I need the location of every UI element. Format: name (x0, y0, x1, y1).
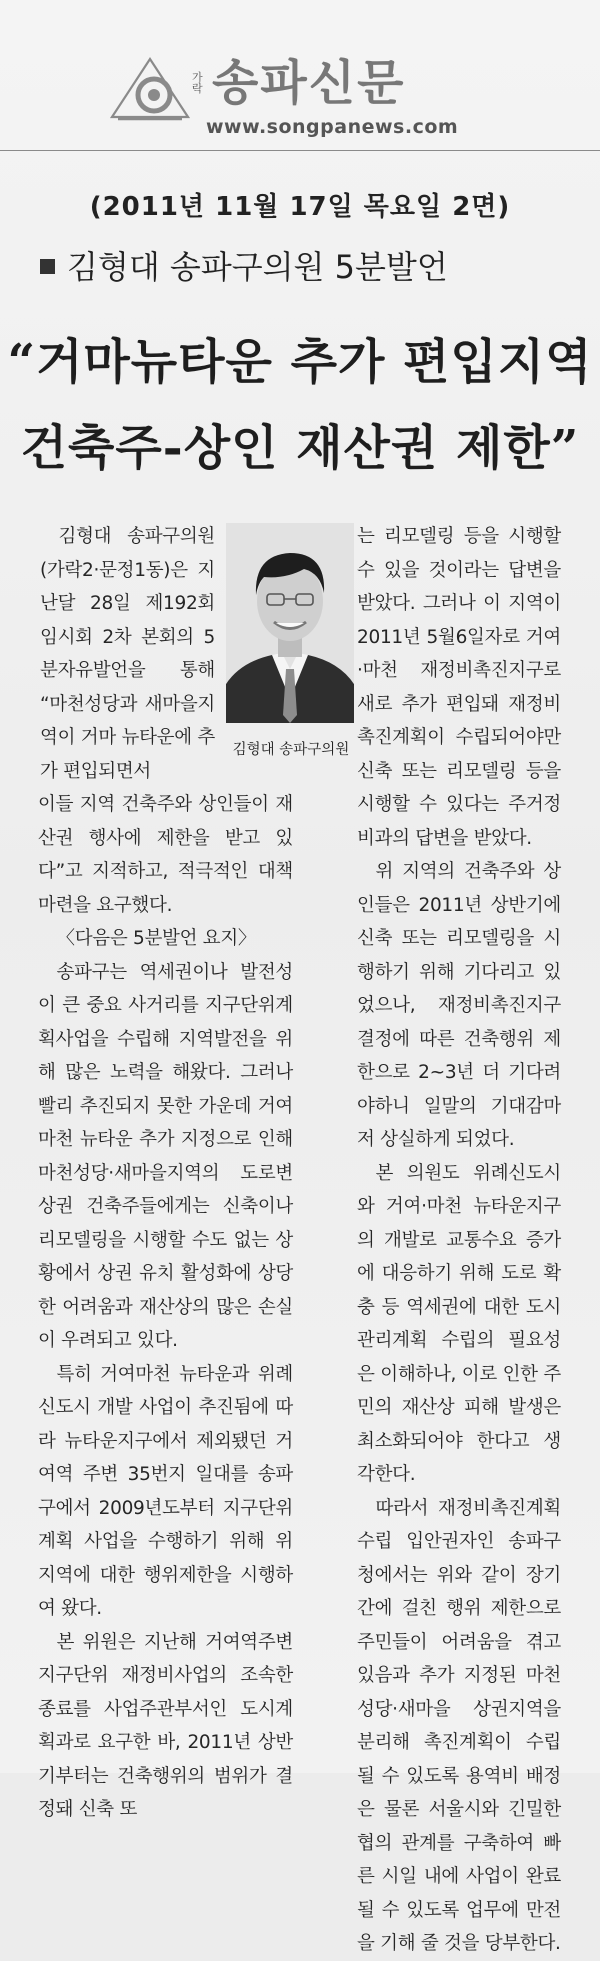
square-bullet-icon (40, 259, 55, 274)
logo-mark-icon (110, 55, 190, 125)
masthead-divider (0, 150, 600, 151)
paragraph: 는 리모델링 등을 시행할 수 있을 것이라는 답변을 받았다. 그러나 이 지역이 2011년 5월6일자로 거여·마천 재정비촉진지구로 새로 추가 편입돼 재정비촉진계획이 수립되어야만 신축 또는 리모델링 등을 시행할 수 있다는 주거정비과의 답변을 받았다. (357, 526, 561, 849)
logo-subtitle: 가락 (192, 71, 203, 95)
paragraph: 위 지역의 건축주와 상인들은 2011년 상반기에 신축 또는 리모델링을 시행하기 위해 기다리고 있었으나, 재정비촉진지구 결정에 따른 건축행위 제한으로 2~3년 더 기다려야하니 일말의 기대감마저 상실하게 되었다. (357, 861, 561, 1150)
portrait-image (226, 523, 354, 723)
paragraph: 이들 지역 건축주와 상인들이 재산권 행사에 제한을 받고 있다”고 지적하고, 적극적인 대책 마련을 요구했다. (38, 794, 293, 916)
paragraph: 송파구는 역세권이나 발전성이 큰 중요 사거리를 지구단위계획사업을 수립해 지역발전을 위해 많은 노력을 해왔다. 그러나 빨리 추진되지 못한 가운데 거여마천 뉴타운 추가 지정으로 인해 마천성당·새마을지역의 도로변 상권 건축주들에게는 신축이나 리모델링을 시행할 수도 없는 상황에서 상권 유치 활성화에 상당한 어려움과 재산상의 많은 손실이 우려되고 있다. (38, 961, 293, 1351)
paragraph: 김형대 송파구의원(가락2·문정1동)은 지난달 28일 제192회 임시회 2차 본회의 5분자유발언을 통해 “마천성당과 새마을지역이 거마 뉴타운에 추가 편입되면서 (40, 526, 215, 782)
headline-line-1: “거마뉴타운 추가 편입지역 (7, 334, 593, 390)
photo-caption: 김형대 송파구의원 (232, 742, 350, 758)
newspaper-url: www.songpanews.com (206, 116, 459, 138)
masthead (0, 0, 600, 150)
kicker-text: 김형대 송파구의원 5분발언 (67, 248, 448, 286)
paragraph-summary-heading: 〈다음은 5분발언 요지〉 (56, 928, 257, 949)
kicker (40, 242, 448, 288)
portrait-photo (226, 523, 354, 728)
article-column-left-top (40, 520, 215, 788)
paragraph: 따라서 재정비촉진계획 수립 입안권자인 송파구청에서는 위와 같이 장기간에 걸친 행위 제한으로 주민들이 어려움을 겪고 있음과 추가 지정된 마천성당·새마을 상권지역을 분리해 촉진계획이 수립될 수 있도록 용역비 배정은 물론 서울시와 긴밀한 협의 관계를 구축하여 빠른 시일 내에 사업이 완료될 수 있도록 업무에 만전을 기해 줄 것을 당부한다. (357, 1497, 561, 1954)
dateline: (2011년 11월 17일 목요일 2면) (89, 192, 511, 222)
headline-line-2: 건축주-상인 재산권 제한” (20, 420, 580, 476)
paragraph: 본 위원은 지난해 거여역주변 지구단위 재정비사업의 조속한 종료를 사업주관부서인 도시계획과로 요구한 바, 2011년 상반기부터는 건축행위의 범위가 결정돼 신축 또 (38, 1631, 293, 1820)
newspaper-logo: 송파신문 (212, 55, 406, 111)
person-portrait-icon (226, 523, 354, 723)
paragraph: 특히 거여마천 뉴타운과 위례신도시 개발 사업이 추진됨에 따라 뉴타운지구에서 제외됐던 거여역 주변 35번지 일대를 송파구에서 2009년도부터 지구단위계획 사업을 수행하기 위해 위 지역에 대한 행위제한을 시행하여 왔다. (38, 1363, 293, 1619)
article-column-right (357, 520, 561, 1961)
paragraph: 본 의원도 위례신도시와 거여·마천 뉴타운지구의 개발로 교통수요 증가에 대응하기 위해 도로 확충 등 역세권에 대한 도시관리계획 수립의 필요성은 이해하나, 이로 인한 주민의 재산상 피해 발생은 최소화되어야 한다고 생각한다. (357, 1162, 561, 1485)
article-column-left-bottom (38, 788, 293, 1827)
